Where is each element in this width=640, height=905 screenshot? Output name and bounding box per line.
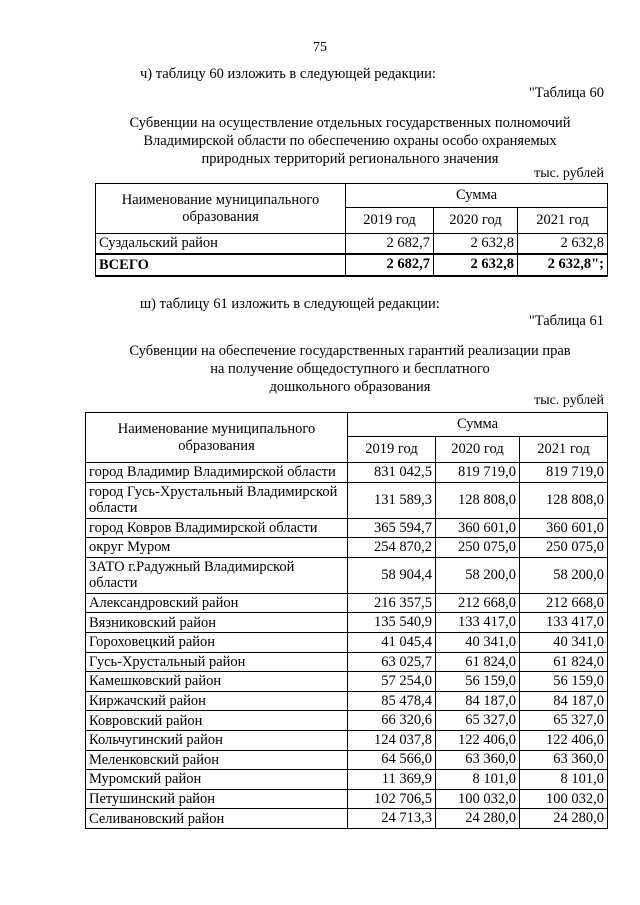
row-name: Киржачский район	[86, 691, 348, 711]
cell-2020: 84 187,0	[436, 691, 520, 711]
cell-2021: 63 360,0	[520, 750, 608, 770]
instruction-table-60: ч) таблицу 60 изложить в следующей редакции:	[140, 66, 436, 82]
row-name: Вязниковский район	[86, 613, 348, 633]
table-61-title-line: дошкольного образования	[269, 379, 431, 395]
row-name: Ковровский район	[86, 711, 348, 731]
header-name: Наименование муниципального образования	[86, 413, 348, 463]
page-number: 75	[313, 40, 327, 55]
cell-2021: 40 341,0	[520, 632, 608, 652]
table-60-title-line: Субвенции на осуществление отдельных государственных полномочий	[129, 115, 571, 131]
cell-2019: 124 037,8	[348, 730, 436, 750]
cell-2019: 831 042,5	[348, 463, 436, 483]
cell-2020: 56 159,0	[436, 672, 520, 692]
header-name: Наименование муниципального образования	[96, 184, 346, 234]
instruction-table-61: ш) таблицу 61 изложить в следующей редакции:	[140, 296, 440, 312]
cell-2020: 40 341,0	[436, 632, 520, 652]
cell-2019: 131 589,3	[348, 482, 436, 518]
row-name: Александровский район	[86, 593, 348, 613]
header-year: 2021 год	[520, 437, 608, 463]
table-row	[86, 730, 608, 750]
cell-2021: 2 632,8	[518, 234, 608, 254]
cell-2020: 133 417,0	[436, 613, 520, 633]
table-60	[95, 183, 608, 277]
cell-2020: 2 632,8	[434, 234, 518, 254]
header-year: 2019 год	[346, 208, 434, 234]
cell-2020: 819 719,0	[436, 463, 520, 483]
header-year: 2020 год	[436, 437, 520, 463]
header-year: 2021 год	[518, 208, 608, 234]
cell-2019: 2 682,7	[346, 234, 434, 254]
cell-2019: 66 320,6	[348, 711, 436, 731]
cell-2019: 135 540,9	[348, 613, 436, 633]
row-name: город Гусь-Хрустальный Владимирской области	[86, 482, 348, 518]
cell-2020: 61 824,0	[436, 652, 520, 672]
table-row	[86, 691, 608, 711]
total-2021: 2 632,8";	[518, 254, 608, 276]
cell-2019: 254 870,2	[348, 538, 436, 558]
table-row	[96, 234, 608, 254]
cell-2020: 100 032,0	[436, 789, 520, 809]
row-name: Меленковский район	[86, 750, 348, 770]
table-row	[86, 672, 608, 692]
cell-2019: 64 566,0	[348, 750, 436, 770]
cell-2019: 41 045,4	[348, 632, 436, 652]
total-2020: 2 632,8	[434, 254, 518, 276]
row-name: Селивановский район	[86, 809, 348, 829]
cell-2021: 128 808,0	[520, 482, 608, 518]
cell-2020: 212 668,0	[436, 593, 520, 613]
cell-2021: 8 101,0	[520, 770, 608, 790]
row-name: Кольчугинский район	[86, 730, 348, 750]
header-sum: Сумма	[346, 184, 608, 208]
cell-2021: 65 327,0	[520, 711, 608, 731]
cell-2021: 24 280,0	[520, 809, 608, 829]
row-name: Гороховецкий район	[86, 632, 348, 652]
table-60-title-line: Владимирской области по обеспечению охраны особо охраняемых	[143, 133, 557, 149]
cell-2019: 63 025,7	[348, 652, 436, 672]
table-row	[86, 482, 608, 518]
table-60-title	[90, 114, 610, 168]
table-60-units: тыс. рублей	[534, 166, 604, 181]
cell-2020: 128 808,0	[436, 482, 520, 518]
cell-2020: 24 280,0	[436, 809, 520, 829]
total-row	[96, 254, 608, 276]
cell-2019: 24 713,3	[348, 809, 436, 829]
cell-2020: 65 327,0	[436, 711, 520, 731]
row-name: город Ковров Владимирской области	[86, 518, 348, 538]
row-name: Суздальский район	[96, 234, 346, 254]
table-row	[86, 557, 608, 593]
cell-2019: 102 706,5	[348, 789, 436, 809]
cell-2021: 133 417,0	[520, 613, 608, 633]
total-2019: 2 682,7	[346, 254, 434, 276]
table-row	[86, 809, 608, 829]
cell-2021: 84 187,0	[520, 691, 608, 711]
table-row	[86, 789, 608, 809]
cell-2019: 365 594,7	[348, 518, 436, 538]
table-61-label: "Таблица 61	[528, 313, 604, 329]
cell-2021: 819 719,0	[520, 463, 608, 483]
row-name: Камешковский район	[86, 672, 348, 692]
header-year: 2019 год	[348, 437, 436, 463]
row-name: Муромский район	[86, 770, 348, 790]
row-name: город Владимир Владимирской области	[86, 463, 348, 483]
table-row	[86, 593, 608, 613]
table-row	[86, 463, 608, 483]
cell-2021: 58 200,0	[520, 557, 608, 593]
table-61-title-line: Субвенции на обеспечение государственных гарантий реализации прав	[129, 343, 571, 359]
table-60-label: "Таблица 60	[528, 85, 604, 101]
cell-2020: 8 101,0	[436, 770, 520, 790]
cell-2020: 63 360,0	[436, 750, 520, 770]
cell-2021: 212 668,0	[520, 593, 608, 613]
table-row	[86, 538, 608, 558]
table-61-title-line: на получение общедоступного и бесплатного	[210, 361, 490, 377]
table-61	[85, 412, 608, 829]
table-row	[86, 750, 608, 770]
cell-2020: 122 406,0	[436, 730, 520, 750]
table-61-title	[90, 342, 610, 396]
table-row	[86, 770, 608, 790]
cell-2021: 122 406,0	[520, 730, 608, 750]
table-row	[86, 613, 608, 633]
total-name: ВСЕГО	[96, 254, 346, 276]
cell-2020: 360 601,0	[436, 518, 520, 538]
table-row	[86, 518, 608, 538]
cell-2019: 216 357,5	[348, 593, 436, 613]
table-row	[86, 711, 608, 731]
row-name: Гусь-Хрустальный район	[86, 652, 348, 672]
cell-2019: 57 254,0	[348, 672, 436, 692]
table-60-title-line: природных территорий регионального значения	[201, 151, 499, 167]
cell-2020: 250 075,0	[436, 538, 520, 558]
cell-2021: 61 824,0	[520, 652, 608, 672]
table-row	[86, 652, 608, 672]
row-name: ЗАТО г.Радужный Владимирской области	[86, 557, 348, 593]
table-61-units: тыс. рублей	[534, 393, 604, 408]
table-row	[86, 632, 608, 652]
cell-2021: 250 075,0	[520, 538, 608, 558]
table-61-body	[86, 463, 608, 829]
header-sum: Сумма	[348, 413, 608, 437]
header-year: 2020 год	[434, 208, 518, 234]
cell-2020: 58 200,0	[436, 557, 520, 593]
cell-2019: 85 478,4	[348, 691, 436, 711]
cell-2019: 11 369,9	[348, 770, 436, 790]
cell-2021: 360 601,0	[520, 518, 608, 538]
row-name: Петушинский район	[86, 789, 348, 809]
row-name: округ Муром	[86, 538, 348, 558]
cell-2021: 56 159,0	[520, 672, 608, 692]
cell-2021: 100 032,0	[520, 789, 608, 809]
cell-2019: 58 904,4	[348, 557, 436, 593]
